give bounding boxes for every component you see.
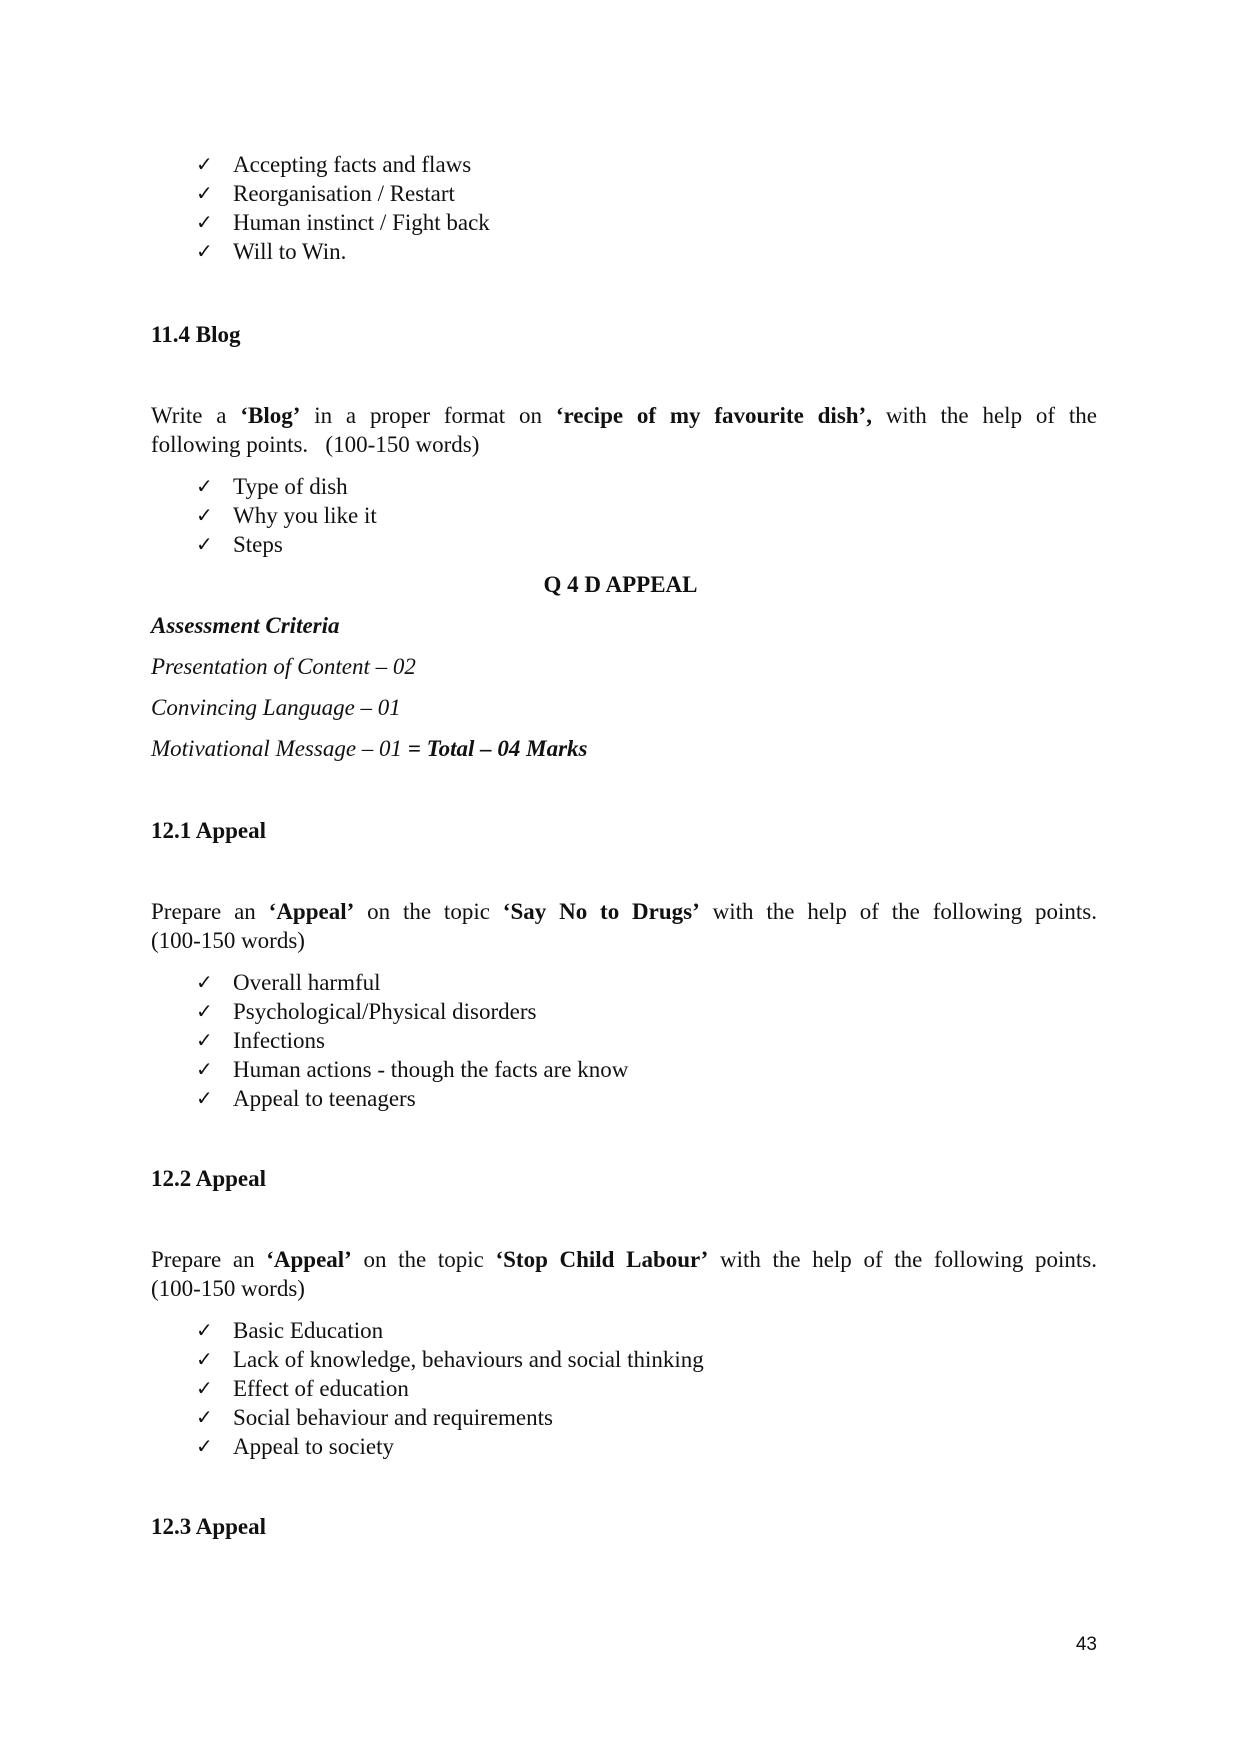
check-icon: ✓ — [196, 152, 213, 176]
paragraph-line: Prepare an ‘Appeal’ on the topic ‘Stop Child Labour’ with the help of the following points. — [151, 1247, 1098, 1272]
section-heading-11-4: 11.4 Blog — [151, 322, 241, 347]
check-icon: ✓ — [196, 970, 213, 994]
list-item: ✓ Effect of education — [196, 1376, 409, 1401]
list-item: ✓ Human actions - though the facts are know — [196, 1057, 629, 1082]
section-heading-12-2: 12.2 Appeal — [151, 1166, 267, 1191]
check-icon: ✓ — [196, 1318, 213, 1342]
paragraph-line: following points. (100-150 words) — [151, 432, 480, 457]
appeal-12-2-instructions — [151, 1245, 1097, 1303]
checklist-12-2 — [196, 1316, 704, 1461]
list-item: ✓ Appeal to society — [196, 1434, 394, 1459]
list-item: ✓ Basic Education — [196, 1318, 384, 1343]
list-item: ✓ Reorganisation / Restart — [196, 181, 455, 206]
check-icon: ✓ — [196, 210, 213, 234]
paragraph-line: (100-150 words) — [151, 1276, 305, 1301]
list-item: ✓ Lack of knowledge, behaviours and social thinking — [196, 1347, 704, 1372]
list-item: ✓ Infections — [196, 1028, 325, 1053]
check-icon: ✓ — [196, 999, 213, 1023]
list-item: ✓ Social behaviour and requirements — [196, 1405, 553, 1430]
list-item: ✓ Will to Win. — [196, 239, 347, 264]
list-item: ✓ Appeal to teenagers — [196, 1086, 416, 1111]
list-item: ✓ Accepting facts and flaws — [196, 152, 472, 177]
blog-instructions — [151, 401, 1097, 459]
check-icon: ✓ — [196, 1057, 213, 1081]
check-icon: ✓ — [196, 1086, 213, 1110]
page-number: 43 — [1075, 1634, 1097, 1655]
paragraph-line: Prepare an ‘Appeal’ on the topic ‘Say No to Drugs’ with the help of the following points. — [151, 899, 1098, 924]
list-item: ✓ Why you like it — [196, 503, 377, 528]
check-icon: ✓ — [196, 474, 213, 498]
checklist-blog — [196, 472, 377, 559]
section-heading-12-3: 12.3 Appeal — [151, 1514, 267, 1539]
check-icon: ✓ — [196, 1434, 213, 1458]
criteria-item: Convincing Language – 01 — [151, 695, 401, 720]
q4d-title: Q 4 D APPEAL — [543, 572, 698, 597]
check-icon: ✓ — [196, 1028, 213, 1052]
check-icon: ✓ — [196, 181, 213, 205]
criteria-item: Presentation of Content – 02 — [151, 654, 416, 679]
paragraph-line: (100-150 words) — [151, 928, 305, 953]
checklist-12-1 — [196, 968, 628, 1113]
paragraph-line: Write a ‘Blog’ in a proper format on ‘recipe of my favourite dish’, with the help of the — [151, 403, 1097, 428]
list-item: ✓ Overall harmful — [196, 970, 381, 995]
check-icon: ✓ — [196, 1376, 213, 1400]
appeal-12-1-instructions — [151, 897, 1097, 955]
list-item: ✓ Type of dish — [196, 474, 348, 499]
check-icon: ✓ — [196, 239, 213, 263]
check-icon: ✓ — [196, 1405, 213, 1429]
assessment-criteria-heading: Assessment Criteria — [151, 613, 340, 638]
check-icon: ✓ — [196, 503, 213, 527]
check-icon: ✓ — [196, 1347, 213, 1371]
list-item: ✓ Psychological/Physical disorders — [196, 999, 537, 1024]
list-item: ✓ Human instinct / Fight back — [196, 210, 490, 235]
checklist-top — [196, 150, 490, 266]
list-item: ✓ Steps — [196, 532, 283, 557]
check-icon: ✓ — [196, 532, 213, 556]
criteria-item: Motivational Message – 01 = Total – 04 Marks — [151, 736, 588, 761]
section-heading-12-1: 12.1 Appeal — [151, 818, 267, 843]
